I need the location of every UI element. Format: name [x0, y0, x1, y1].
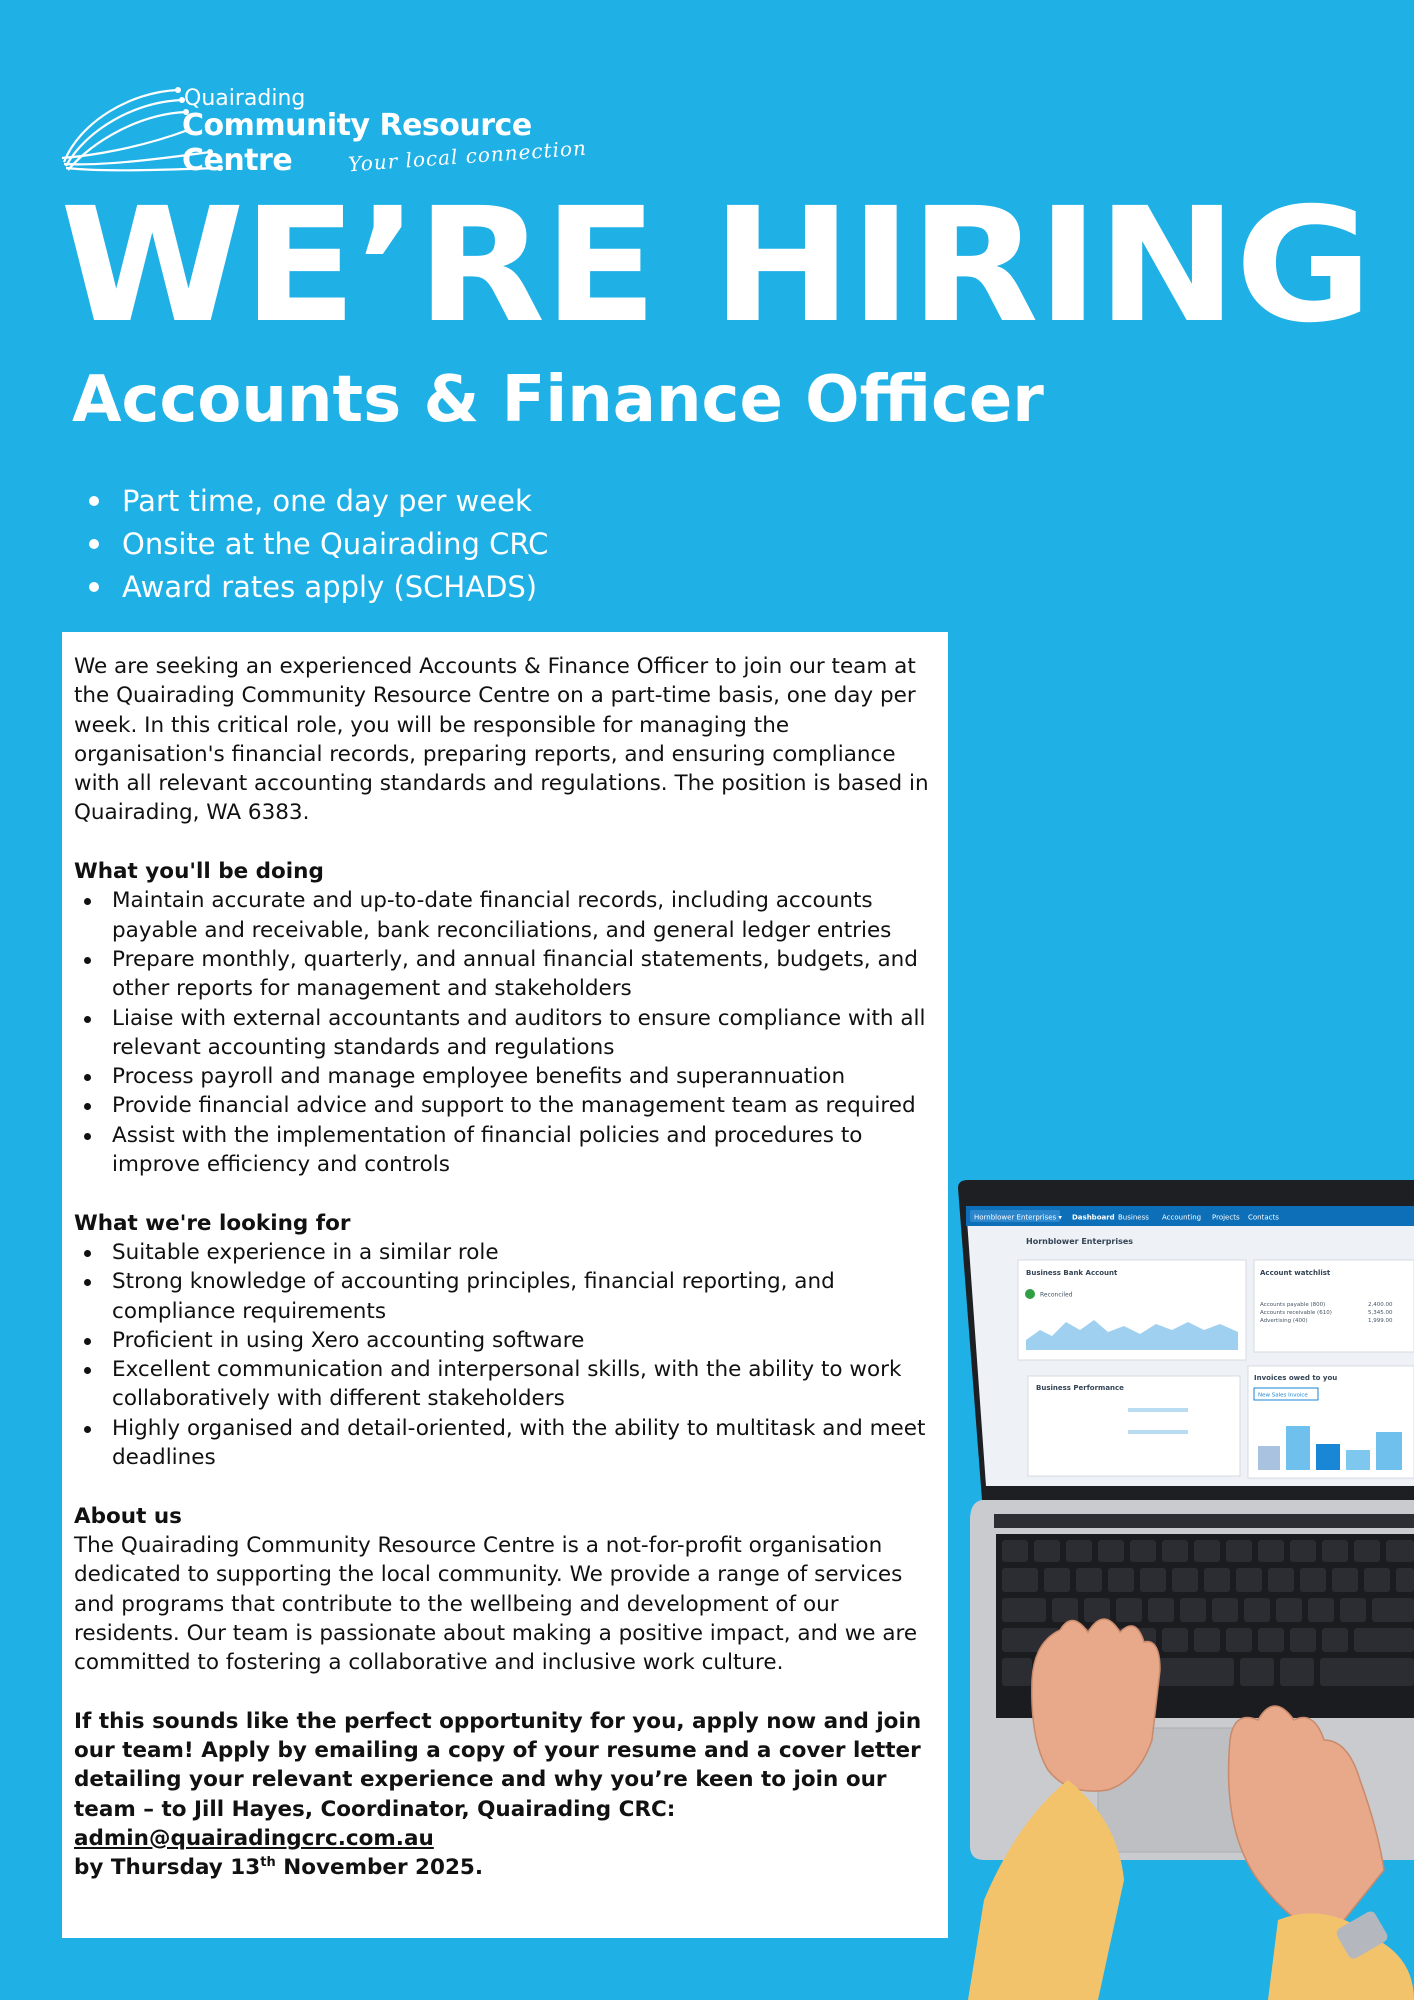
logo-name-small: Quairading — [184, 86, 306, 111]
nav-contacts: Contacts — [1248, 1213, 1279, 1222]
nav-accounting: Accounting — [1162, 1213, 1202, 1222]
nav-dashboard: Dashboard — [1072, 1213, 1115, 1222]
apply-paragraph — [74, 1707, 936, 1883]
perk-item: Award rates apply (SCHADS) — [80, 566, 548, 609]
duties-heading: What you'll be doing — [74, 859, 324, 885]
watchlist-label-1: Accounts payable (800) — [1260, 1302, 1326, 1308]
watchlist-value-3: 1,999.00 — [1368, 1318, 1393, 1324]
duty-item: Prepare monthly, quarterly, and annual financial statements, budgets, and other reports for management and stakeholders — [74, 945, 936, 1004]
perks-list — [80, 480, 548, 609]
duty-item: Liaise with external accountants and auditors to ensure compliance with all relevant accounting standards and regulations — [74, 1004, 936, 1063]
duty-item: Assist with the implementation of financial policies and procedures to improve efficiency and controls — [74, 1121, 936, 1180]
invoices-title: Invoices owed to you — [1254, 1374, 1338, 1382]
duties-list — [74, 886, 936, 1179]
nav-business: Business — [1118, 1213, 1149, 1222]
watchlist-label-2: Accounts receivable (610) — [1260, 1310, 1332, 1316]
performance-title: Business Performance — [1036, 1384, 1124, 1392]
logo-tagline: Your local connection — [347, 135, 588, 177]
requirements-heading: What we're looking for — [74, 1210, 351, 1236]
requirement-item: Strong knowledge of accounting principles, financial reporting, and compliance requirements — [74, 1267, 936, 1326]
watchlist-value-2: 5,345.00 — [1368, 1310, 1393, 1316]
nav-projects: Projects — [1212, 1213, 1240, 1222]
watchlist-value-1: 2,400.00 — [1368, 1302, 1393, 1308]
watchlist-label-3: Advertising (400) — [1260, 1318, 1308, 1324]
about-heading: About us — [74, 1503, 182, 1529]
new-invoice-label: New Sales Invoice — [1258, 1392, 1308, 1399]
job-description-card — [62, 632, 948, 1938]
intro-paragraph: We are seeking an experienced Accounts & Finance Officer to join our team at the Quairading Community Resource Centre on a part-time basis, one day per week. In this critical role, you will be responsible for managing the organisation's financial records, preparing reports, and ensuring compliance with all relevant accounting standards and regulations. The position is based in Quairading, WA 6383. — [74, 654, 929, 826]
perk-item: Onsite at the Quairading CRC — [80, 523, 548, 566]
about-paragraph: The Quairading Community Resource Centre is a not-for-profit organisation dedicated to supporting the local community. We provide a range of services and programs that contribute to the wellbeing and development of our residents. Our team is passionate about making a positive impact, and we are committed to fostering a collaborative and inclusive work culture. — [74, 1532, 918, 1676]
laptop-photo — [948, 1180, 1414, 2000]
duty-item: Maintain accurate and up-to-date financial records, including accounts payable and receivable, bank reconciliations, and general ledger entries — [74, 886, 936, 945]
requirements-list — [74, 1238, 936, 1472]
org-title: Hornblower Enterprises — [1026, 1237, 1134, 1246]
apply-email-link[interactable]: admin@quairadingcrc.com.au — [74, 1825, 434, 1851]
reconciled-check-icon — [1025, 1289, 1035, 1299]
apply-text: If this sounds like the perfect opportunity for you, apply now and join our team! Apply by emailing a copy of your resume and a cover letter detailing your relevant experience and why you’re keen to join our team – to Jill Hayes, Coordinator, Quairading CRC: — [74, 1708, 922, 1822]
deadline-prefix: by Thursday 13 — [74, 1855, 261, 1881]
duty-item: Provide financial advice and support to the management team as required — [74, 1091, 936, 1120]
requirement-item: Excellent communication and interpersonal skills, with the ability to work collaboratively with different stakeholders — [74, 1355, 936, 1414]
org-menu-text: Hornblower Enterprises ▾ — [974, 1213, 1062, 1222]
job-title: Accounts & Finance Officer — [72, 363, 1044, 437]
perk-item: Part time, one day per week — [80, 480, 548, 523]
watchlist-title: Account watchlist — [1260, 1269, 1331, 1277]
reconciled-label: Reconciled — [1040, 1291, 1073, 1299]
hiring-headline: WE’RE HIRING — [60, 174, 1371, 358]
crc-logo — [60, 82, 600, 182]
requirement-item: Suitable experience in a similar role — [74, 1238, 936, 1267]
requirement-item: Highly organised and detail-oriented, with the ability to multitask and meet deadlines — [74, 1414, 936, 1473]
requirement-item: Proficient in using Xero accounting software — [74, 1326, 936, 1355]
bank-account-title: Business Bank Account — [1026, 1269, 1118, 1277]
deadline-rest: November 2025. — [275, 1855, 484, 1881]
duty-item: Process payroll and manage employee benefits and superannuation — [74, 1062, 936, 1091]
deadline-suffix: th — [260, 1855, 276, 1871]
logo-name-big: Community Resource Centre — [182, 108, 532, 178]
